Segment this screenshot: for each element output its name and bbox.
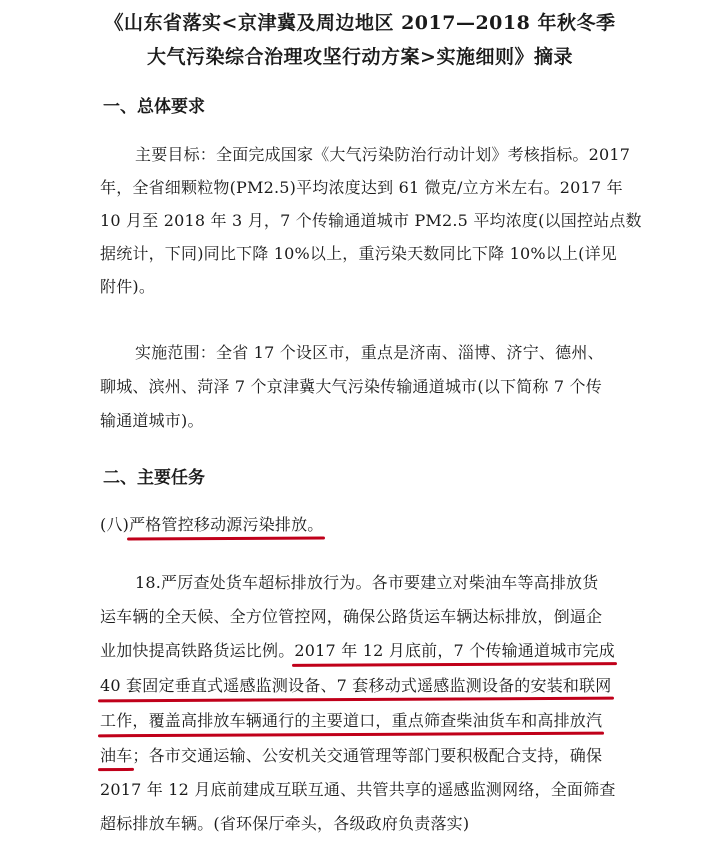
paragraph-18-line-8: 超标排放车辆。(省环保厅牵头，各级政府负责落实) [100, 814, 470, 833]
highlighted-equipment-text: 40 套固定垂直式遥感监测设备、7 套移动式遥感监测设备的安装和联网 [100, 673, 612, 696]
paragraph-18-line-2: 运车辆的全天候、全方位管控网，确保公路货运车辆达标排放，倒逼企 [100, 607, 603, 626]
goal-line-5: 附件)。 [100, 277, 156, 296]
document-title-line-2: 大气污染综合治理攻坚行动方案>实施细则》摘录 [147, 46, 573, 68]
paragraph-18-line-4 [100, 673, 612, 696]
paragraph-18-line-6-plain: ；各市交通运输、公安机关交通管理等部门要积极配合支持，确保 [132, 746, 603, 765]
subheading-number: (八) [100, 515, 130, 534]
scope-line-3: 输通道城市)。 [100, 411, 204, 430]
subheading-underlined-text: 严格管控移动源污染排放。 [129, 512, 323, 535]
paragraph-18-line-1: 18.严厉查处货车超标排放行为。各市要建立对柴油车等高排放货 [135, 573, 599, 592]
goal-line-2: 年，全省细颗粒物(PM2.5)平均浓度达到 61 微克/立方米左右。2017 年 [100, 178, 623, 197]
goal-line-1: 主要目标：全面完成国家《大气污染防治行动计划》考核指标。2017 [135, 145, 631, 164]
paragraph-18-line-3-plain: 业加快提高铁路货运比例。 [100, 641, 295, 660]
paragraph-18-line-5 [100, 708, 602, 731]
section-heading-general-requirements: 一、总体要求 [103, 97, 205, 117]
scope-line-1: 实施范围：全省 17 个设区市，重点是济南、淄博、济宁、德州、 [135, 343, 604, 362]
paragraph-18-line-6 [100, 743, 602, 766]
paragraph-18-line-7: 2017 年 12 月底前建成互联互通、共管共享的遥感监测网络，全面筛查 [100, 780, 616, 799]
document-title-line-1: 《山东省落实<京津冀及周边地区 2017—2018 年秋冬季 [104, 12, 616, 34]
highlighted-coverage-text: 工作，覆盖高排放车辆通行的主要道口，重点筛查柴油货车和高排放汽 [100, 708, 602, 731]
paragraph-18-line-3 [100, 638, 615, 661]
subheading-mobile-source [100, 512, 324, 535]
section-heading-main-tasks: 二、主要任务 [103, 468, 205, 488]
highlighted-vehicle-text: 油车 [100, 743, 132, 766]
goal-line-4: 据统计，下同)同比下降 10%以上，重污染天数同比下降 10%以上(详见 [100, 244, 617, 263]
highlighted-deadline-text: 2017 年 12 月底前，7 个传输通道城市完成 [294, 638, 615, 661]
goal-line-3: 10 月至 2018 年 3 月，7 个传输通道城市 PM2.5 平均浓度(以国控站点数 [100, 211, 642, 230]
scope-line-2: 聊城、滨州、菏泽 7 个京津冀大气污染传输通道城市(以下简称 7 个传 [100, 377, 602, 396]
